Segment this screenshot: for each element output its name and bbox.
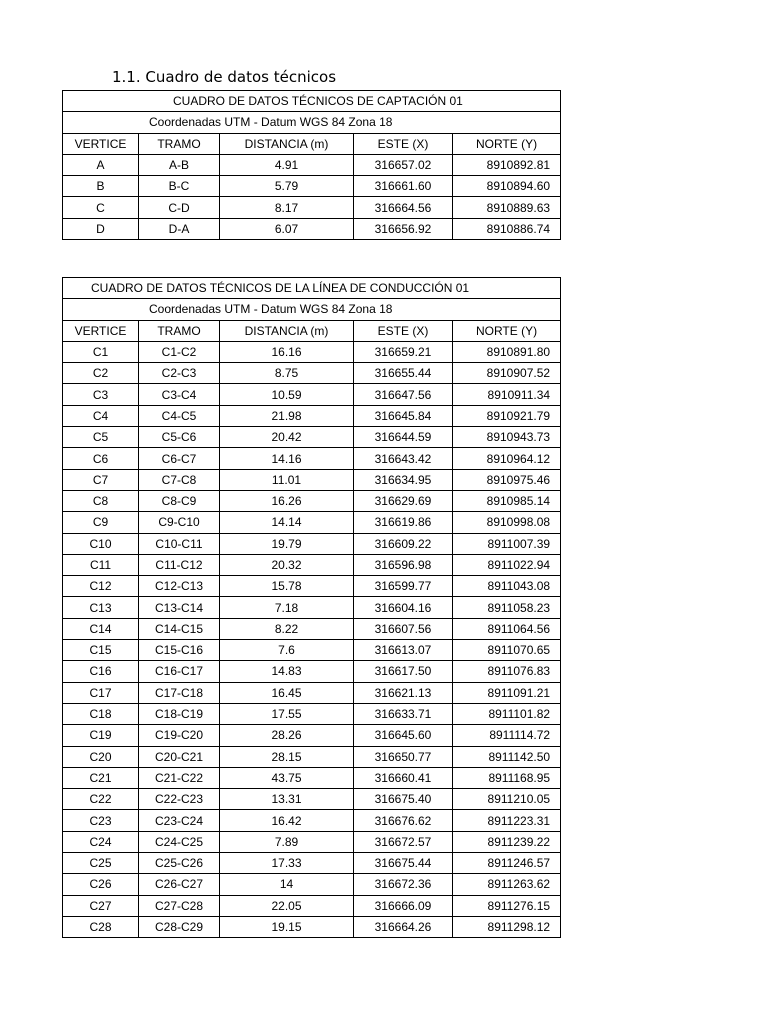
page-heading: 1.1. Cuadro de datos técnicos xyxy=(112,68,337,86)
este-cell: 316656.92 xyxy=(354,218,453,239)
tramo-cell: C13-C14 xyxy=(139,597,220,618)
table-row xyxy=(63,341,561,362)
este-cell: 316675.40 xyxy=(354,789,453,810)
norte-cell: 8911070.65 xyxy=(453,640,561,661)
table-row xyxy=(63,682,561,703)
distancia-cell: 20.42 xyxy=(220,427,354,448)
norte-cell: 8911168.95 xyxy=(453,767,561,788)
norte-cell: 8911210.05 xyxy=(453,789,561,810)
captacion-table-subtitle: Coordenadas UTM - Datum WGS 84 Zona 18 xyxy=(63,112,561,133)
vertice-cell: C11 xyxy=(63,554,139,575)
table-row xyxy=(63,895,561,916)
vertice-cell: C20 xyxy=(63,746,139,767)
norte-cell: 8911114.72 xyxy=(453,725,561,746)
conduccion-table-subtitle: Coordenadas UTM - Datum WGS 84 Zona 18 xyxy=(63,299,561,320)
este-cell: 316644.59 xyxy=(354,427,453,448)
norte-cell: 8910886.74 xyxy=(453,218,561,239)
este-cell: 316675.44 xyxy=(354,853,453,874)
norte-cell: 8910985.14 xyxy=(453,490,561,511)
este-cell: 316650.77 xyxy=(354,746,453,767)
distancia-cell: 43.75 xyxy=(220,767,354,788)
vertice-cell: C25 xyxy=(63,853,139,874)
este-cell: 316621.13 xyxy=(354,682,453,703)
norte-cell: 8910907.52 xyxy=(453,363,561,384)
tramo-cell: C8-C9 xyxy=(139,490,220,511)
norte-cell: 8910894.60 xyxy=(453,176,561,197)
vertice-cell: C6 xyxy=(63,448,139,469)
este-cell: 316607.56 xyxy=(354,618,453,639)
tramo-cell: D-A xyxy=(139,218,220,239)
norte-cell: 8910921.79 xyxy=(453,405,561,426)
table-row xyxy=(63,197,561,218)
distancia-cell: 28.15 xyxy=(220,746,354,767)
este-cell: 316647.56 xyxy=(354,384,453,405)
este-cell: 316609.22 xyxy=(354,533,453,554)
tramo-cell: C2-C3 xyxy=(139,363,220,384)
vertice-cell: C27 xyxy=(63,895,139,916)
tramo-cell: C27-C28 xyxy=(139,895,220,916)
norte-cell: 8911022.94 xyxy=(453,554,561,575)
vertice-cell: C12 xyxy=(63,576,139,597)
vertice-cell: C4 xyxy=(63,405,139,426)
vertice-cell: C3 xyxy=(63,384,139,405)
table-row xyxy=(63,874,561,895)
vertice-cell: C9 xyxy=(63,512,139,533)
norte-cell: 8911064.56 xyxy=(453,618,561,639)
este-cell: 316664.56 xyxy=(354,197,453,218)
vertice-cell: C24 xyxy=(63,831,139,852)
distancia-cell: 8.17 xyxy=(220,197,354,218)
table-row xyxy=(63,176,561,197)
tramo-cell: C11-C12 xyxy=(139,554,220,575)
norte-cell: 8910975.46 xyxy=(453,469,561,490)
norte-cell: 8911298.12 xyxy=(453,916,561,937)
distancia-cell: 8.22 xyxy=(220,618,354,639)
norte-cell: 8911263.62 xyxy=(453,874,561,895)
norte-cell: 8911276.15 xyxy=(453,895,561,916)
column-header-este: ESTE (X) xyxy=(354,320,453,341)
tramo-cell: C4-C5 xyxy=(139,405,220,426)
column-header-norte: NORTE (Y) xyxy=(453,133,561,154)
este-cell: 316645.84 xyxy=(354,405,453,426)
vertice-cell: C28 xyxy=(63,916,139,937)
table-row xyxy=(63,640,561,661)
tramo-cell: C10-C11 xyxy=(139,533,220,554)
norte-cell: 8910892.81 xyxy=(453,154,561,175)
norte-cell: 8911142.50 xyxy=(453,746,561,767)
table-row xyxy=(63,427,561,448)
este-cell: 316659.21 xyxy=(354,341,453,362)
distancia-cell: 28.26 xyxy=(220,725,354,746)
table-row xyxy=(63,154,561,175)
tramo-cell: C26-C27 xyxy=(139,874,220,895)
tramo-cell: B-C xyxy=(139,176,220,197)
distancia-cell: 4.91 xyxy=(220,154,354,175)
este-cell: 316676.62 xyxy=(354,810,453,831)
este-cell: 316643.42 xyxy=(354,448,453,469)
conduccion-header-row xyxy=(63,320,561,341)
table-row xyxy=(63,661,561,682)
tramo-cell: C9-C10 xyxy=(139,512,220,533)
este-cell: 316629.69 xyxy=(354,490,453,511)
distancia-cell: 6.07 xyxy=(220,218,354,239)
norte-cell: 8910891.80 xyxy=(453,341,561,362)
distancia-cell: 14 xyxy=(220,874,354,895)
captacion-table xyxy=(62,90,561,240)
distancia-cell: 14.14 xyxy=(220,512,354,533)
captacion-header-row xyxy=(63,133,561,154)
distancia-cell: 16.26 xyxy=(220,490,354,511)
table-row xyxy=(63,853,561,874)
distancia-cell: 7.6 xyxy=(220,640,354,661)
vertice-cell: C15 xyxy=(63,640,139,661)
este-cell: 316633.71 xyxy=(354,703,453,724)
vertice-cell: C19 xyxy=(63,725,139,746)
vertice-cell: B xyxy=(63,176,139,197)
vertice-cell: C16 xyxy=(63,661,139,682)
tramo-cell: C3-C4 xyxy=(139,384,220,405)
distancia-cell: 19.15 xyxy=(220,916,354,937)
table-row xyxy=(63,703,561,724)
distancia-cell: 16.16 xyxy=(220,341,354,362)
vertice-cell: C14 xyxy=(63,618,139,639)
table-row xyxy=(63,746,561,767)
distancia-cell: 14.83 xyxy=(220,661,354,682)
distancia-cell: 22.05 xyxy=(220,895,354,916)
vertice-cell: C2 xyxy=(63,363,139,384)
norte-cell: 8911076.83 xyxy=(453,661,561,682)
distancia-cell: 20.32 xyxy=(220,554,354,575)
table-row xyxy=(63,384,561,405)
tramo-cell: C25-C26 xyxy=(139,853,220,874)
este-cell: 316657.02 xyxy=(354,154,453,175)
norte-cell: 8911101.82 xyxy=(453,703,561,724)
tramo-cell: C19-C20 xyxy=(139,725,220,746)
norte-cell: 8911043.08 xyxy=(453,576,561,597)
este-cell: 316655.44 xyxy=(354,363,453,384)
distancia-cell: 17.33 xyxy=(220,853,354,874)
table-row xyxy=(63,725,561,746)
este-cell: 316619.86 xyxy=(354,512,453,533)
distancia-cell: 5.79 xyxy=(220,176,354,197)
norte-cell: 8910911.34 xyxy=(453,384,561,405)
column-header-distancia: DISTANCIA (m) xyxy=(220,133,354,154)
vertice-cell: D xyxy=(63,218,139,239)
table-row xyxy=(63,597,561,618)
table-row xyxy=(63,618,561,639)
vertice-cell: C17 xyxy=(63,682,139,703)
tramo-cell: C17-C18 xyxy=(139,682,220,703)
norte-cell: 8911091.21 xyxy=(453,682,561,703)
conduccion-table-title: CUADRO DE DATOS TÉCNICOS DE LA LÍNEA DE CONDUCCIÓN 01 xyxy=(63,278,561,299)
table-row xyxy=(63,576,561,597)
este-cell: 316604.16 xyxy=(354,597,453,618)
norte-cell: 8910964.12 xyxy=(453,448,561,469)
este-cell: 316661.60 xyxy=(354,176,453,197)
distancia-cell: 10.59 xyxy=(220,384,354,405)
tramo-cell: C18-C19 xyxy=(139,703,220,724)
distancia-cell: 17.55 xyxy=(220,703,354,724)
table-row xyxy=(63,448,561,469)
conduccion-table xyxy=(62,277,561,938)
este-cell: 316617.50 xyxy=(354,661,453,682)
column-header-este: ESTE (X) xyxy=(354,133,453,154)
table-row xyxy=(63,789,561,810)
tramo-cell: C1-C2 xyxy=(139,341,220,362)
norte-cell: 8911007.39 xyxy=(453,533,561,554)
norte-cell: 8911246.57 xyxy=(453,853,561,874)
tramo-cell: C15-C16 xyxy=(139,640,220,661)
tramo-cell: C23-C24 xyxy=(139,810,220,831)
table-row xyxy=(63,512,561,533)
tramo-cell: C16-C17 xyxy=(139,661,220,682)
table-row xyxy=(63,916,561,937)
tramo-cell: C7-C8 xyxy=(139,469,220,490)
este-cell: 316634.95 xyxy=(354,469,453,490)
column-header-norte: NORTE (Y) xyxy=(453,320,561,341)
distancia-cell: 15.78 xyxy=(220,576,354,597)
table-row xyxy=(63,218,561,239)
distancia-cell: 8.75 xyxy=(220,363,354,384)
column-header-vertice: VERTICE xyxy=(63,133,139,154)
tramo-cell: C28-C29 xyxy=(139,916,220,937)
este-cell: 316664.26 xyxy=(354,916,453,937)
norte-cell: 8910998.08 xyxy=(453,512,561,533)
captacion-table-title: CUADRO DE DATOS TÉCNICOS DE CAPTACIÓN 01 xyxy=(63,91,561,112)
vertice-cell: C5 xyxy=(63,427,139,448)
table-row xyxy=(63,767,561,788)
este-cell: 316599.77 xyxy=(354,576,453,597)
distancia-cell: 16.45 xyxy=(220,682,354,703)
vertice-cell: A xyxy=(63,154,139,175)
column-header-tramo: TRAMO xyxy=(139,133,220,154)
este-cell: 316613.07 xyxy=(354,640,453,661)
vertice-cell: C10 xyxy=(63,533,139,554)
table-row xyxy=(63,490,561,511)
vertice-cell: C18 xyxy=(63,703,139,724)
norte-cell: 8911058.23 xyxy=(453,597,561,618)
este-cell: 316672.36 xyxy=(354,874,453,895)
distancia-cell: 7.18 xyxy=(220,597,354,618)
table-row xyxy=(63,405,561,426)
vertice-cell: C26 xyxy=(63,874,139,895)
tramo-cell: C14-C15 xyxy=(139,618,220,639)
distancia-cell: 7.89 xyxy=(220,831,354,852)
tramo-cell: C20-C21 xyxy=(139,746,220,767)
tramo-cell: C5-C6 xyxy=(139,427,220,448)
tramo-cell: C12-C13 xyxy=(139,576,220,597)
tramo-cell: C24-C25 xyxy=(139,831,220,852)
distancia-cell: 21.98 xyxy=(220,405,354,426)
table-row xyxy=(63,363,561,384)
captacion-table-body xyxy=(63,154,561,239)
table-row xyxy=(63,554,561,575)
distancia-cell: 14.16 xyxy=(220,448,354,469)
table-row xyxy=(63,533,561,554)
norte-cell: 8910943.73 xyxy=(453,427,561,448)
tramo-cell: C-D xyxy=(139,197,220,218)
column-header-tramo: TRAMO xyxy=(139,320,220,341)
vertice-cell: C xyxy=(63,197,139,218)
tramo-cell: A-B xyxy=(139,154,220,175)
column-header-distancia: DISTANCIA (m) xyxy=(220,320,354,341)
vertice-cell: C21 xyxy=(63,767,139,788)
vertice-cell: C23 xyxy=(63,810,139,831)
vertice-cell: C7 xyxy=(63,469,139,490)
vertice-cell: C22 xyxy=(63,789,139,810)
tramo-cell: C6-C7 xyxy=(139,448,220,469)
este-cell: 316672.57 xyxy=(354,831,453,852)
conduccion-table-body xyxy=(63,341,561,937)
tramo-cell: C22-C23 xyxy=(139,789,220,810)
table-row xyxy=(63,469,561,490)
distancia-cell: 19.79 xyxy=(220,533,354,554)
este-cell: 316660.41 xyxy=(354,767,453,788)
vertice-cell: C13 xyxy=(63,597,139,618)
norte-cell: 8911223.31 xyxy=(453,810,561,831)
column-header-vertice: VERTICE xyxy=(63,320,139,341)
distancia-cell: 13.31 xyxy=(220,789,354,810)
norte-cell: 8911239.22 xyxy=(453,831,561,852)
vertice-cell: C1 xyxy=(63,341,139,362)
table-row xyxy=(63,831,561,852)
este-cell: 316596.98 xyxy=(354,554,453,575)
este-cell: 316645.60 xyxy=(354,725,453,746)
distancia-cell: 16.42 xyxy=(220,810,354,831)
vertice-cell: C8 xyxy=(63,490,139,511)
este-cell: 316666.09 xyxy=(354,895,453,916)
distancia-cell: 11.01 xyxy=(220,469,354,490)
norte-cell: 8910889.63 xyxy=(453,197,561,218)
tramo-cell: C21-C22 xyxy=(139,767,220,788)
table-row xyxy=(63,810,561,831)
